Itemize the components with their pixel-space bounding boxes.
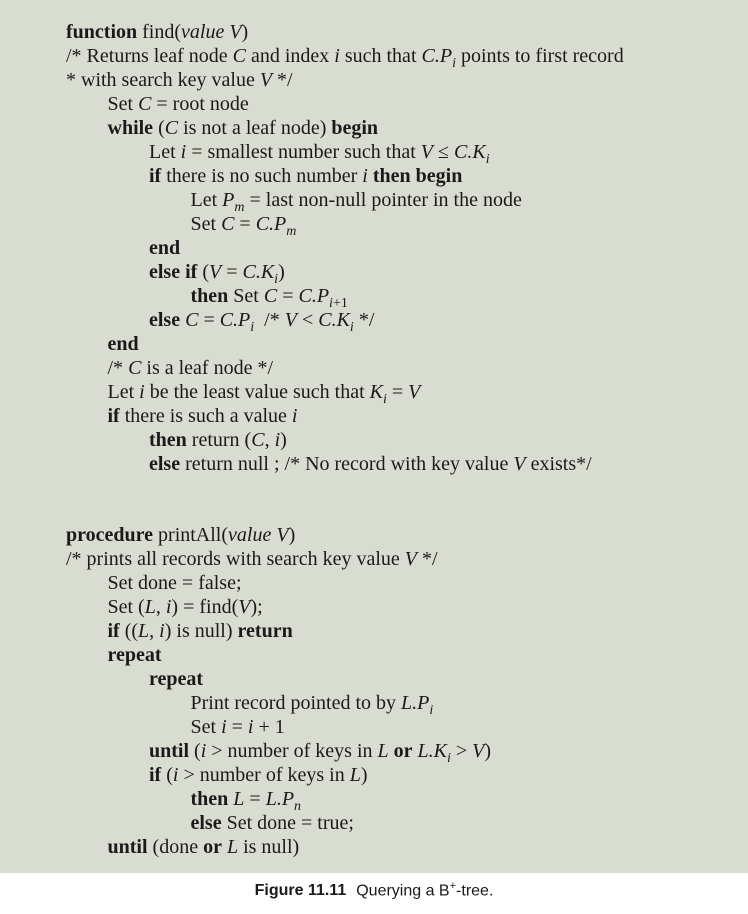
find-line <box>107 380 421 407</box>
find-line <box>190 284 348 311</box>
code-token: if <box>149 764 162 786</box>
code-token: < <box>296 309 319 331</box>
code-token: while <box>107 117 154 139</box>
code-token: function <box>66 21 138 43</box>
code-token: points to first record <box>455 45 624 67</box>
code-token: L <box>226 836 239 858</box>
find-line <box>66 20 248 44</box>
code-token: L.K <box>417 740 447 762</box>
code-token: such that <box>339 45 422 67</box>
code-token: end <box>149 237 181 259</box>
code-token: ) <box>280 429 287 451</box>
code-token: is null) <box>238 836 300 858</box>
find-line <box>190 188 522 215</box>
code-token: V <box>472 740 485 762</box>
code-token: */ <box>272 69 293 91</box>
find-line <box>108 404 298 428</box>
code-token: if <box>107 405 120 427</box>
code-token: > number of keys in <box>178 764 350 786</box>
code-token: P <box>222 189 235 211</box>
code-token: if <box>149 165 162 187</box>
code-token: Let <box>107 381 140 403</box>
find-line <box>149 140 490 167</box>
code-token: + 1 <box>253 716 285 738</box>
code-token: ( <box>189 740 201 762</box>
code-token: , <box>155 596 166 618</box>
figure-caption <box>0 880 748 900</box>
code-token: Set <box>190 716 222 738</box>
code-token: i <box>274 429 281 451</box>
code-token: C.K <box>454 141 486 163</box>
code-token: Print record pointed to by <box>190 692 402 714</box>
code-token: i <box>221 716 227 738</box>
code-token: C <box>232 45 246 67</box>
code-token: +1 <box>332 296 348 311</box>
code-token: = root node <box>151 93 249 115</box>
code-token: i <box>382 392 387 407</box>
find-line <box>149 236 180 260</box>
code-token: Set <box>228 285 264 307</box>
code-token: C <box>164 117 179 139</box>
code-token: ≤ <box>433 141 454 163</box>
code-token: C <box>128 357 142 379</box>
code-token: return <box>237 620 293 642</box>
code-token: else <box>149 309 181 331</box>
code-token: V <box>420 141 434 163</box>
printall-line <box>190 787 302 814</box>
printall-line <box>108 595 263 619</box>
code-token: ( <box>161 764 173 786</box>
code-token: = <box>386 381 409 403</box>
find-line <box>149 260 285 287</box>
code-token: return null ; /* No record with key value <box>180 453 514 475</box>
printall-line <box>108 835 300 859</box>
code-token: ) = find( <box>171 596 239 618</box>
printall-line <box>191 811 354 835</box>
code-token: or <box>203 836 222 858</box>
code-token: C <box>263 285 278 307</box>
code-token: V <box>208 261 222 283</box>
code-token: i <box>274 272 279 287</box>
printall-line <box>190 691 434 718</box>
code-token: Let <box>149 141 181 163</box>
code-token: end <box>107 333 139 355</box>
code-token: i <box>165 596 172 618</box>
find-line <box>190 212 297 239</box>
find-line <box>108 356 274 380</box>
code-token: i <box>485 152 490 167</box>
caption-text-after: -tree. <box>456 882 494 900</box>
code-token: V <box>408 381 421 403</box>
code-token: /* Returns leaf node <box>66 45 233 67</box>
code-token: i <box>362 165 368 187</box>
code-token: = <box>234 213 256 235</box>
code-token: ( <box>197 261 209 283</box>
code-token: L <box>138 620 150 642</box>
find-line <box>66 68 293 92</box>
code-token: Let <box>190 189 223 211</box>
caption-superscript: + <box>449 880 457 892</box>
code-token: value V <box>228 524 289 546</box>
code-token: (done <box>147 836 204 858</box>
code-token: be the least value such that <box>144 381 370 403</box>
code-token: C.K <box>318 309 350 331</box>
code-token: m <box>286 224 297 239</box>
code-token: > number of keys in <box>206 740 378 762</box>
printall-line <box>108 643 162 667</box>
code-token: else if <box>149 261 198 283</box>
code-token: procedure <box>66 524 154 546</box>
code-token: ) <box>288 524 296 546</box>
code-token: then <box>149 429 187 451</box>
code-token: C <box>138 93 152 115</box>
code-token: repeat <box>107 644 162 666</box>
code-token: i <box>329 296 333 311</box>
caption-text-before: Querying a B <box>356 882 450 900</box>
code-token: printAll( <box>153 524 229 546</box>
printall-line <box>66 523 295 547</box>
code-token: is a leaf node */ <box>141 357 274 379</box>
code-token: i <box>180 141 187 163</box>
code-token: C <box>251 429 265 451</box>
code-token: there is such a value <box>119 405 292 427</box>
code-token: i <box>250 320 255 335</box>
code-token: = <box>221 261 243 283</box>
code-token: /* prints all records with search key value <box>66 548 405 570</box>
code-token: return ( <box>186 429 252 451</box>
find-line <box>108 116 379 140</box>
code-token: until <box>149 740 190 762</box>
code-token: C.P <box>298 285 330 307</box>
code-token: else <box>190 812 222 834</box>
figure-label: Figure 11.11 <box>254 882 347 900</box>
code-token: Set <box>190 213 222 235</box>
code-token: Set <box>107 93 139 115</box>
code-token: i <box>334 45 340 67</box>
printall-line <box>108 571 242 595</box>
code-token: ) <box>484 740 492 762</box>
code-token: C <box>221 213 235 235</box>
find-line <box>149 428 287 452</box>
code-token: value V <box>181 21 242 43</box>
code-token: V <box>513 453 526 475</box>
find-line <box>149 164 462 188</box>
code-token: ) <box>278 261 285 283</box>
code-token: C.P <box>421 45 453 67</box>
code-token: , <box>264 429 275 451</box>
code-token: i <box>159 620 165 642</box>
code-token: m <box>234 200 245 215</box>
code-token: /* <box>107 357 129 379</box>
code-token: = last non-null pointer in the node <box>244 189 522 211</box>
code-token: n <box>294 799 302 814</box>
printall-line <box>149 763 368 787</box>
find-line <box>108 332 139 356</box>
code-token: ) <box>241 21 249 43</box>
find-line <box>149 308 375 335</box>
code-token: ) <box>360 764 368 786</box>
code-token: ) is null) <box>164 620 238 642</box>
code-token: Set done = true; <box>221 812 354 834</box>
printall-line <box>191 715 285 739</box>
code-token: else <box>149 453 181 475</box>
code-token: L <box>349 764 361 786</box>
code-token: is not a leaf node) <box>178 117 332 139</box>
code-token: /* <box>254 309 285 331</box>
code-token: if <box>107 620 120 642</box>
code-token: Set ( <box>107 596 145 618</box>
code-token: (( <box>119 620 139 642</box>
code-token: V <box>284 309 297 331</box>
code-token: then <box>190 788 229 810</box>
code-token: V <box>238 596 251 618</box>
code-token: and index <box>245 45 335 67</box>
code-token: i <box>429 703 434 718</box>
code-token: i <box>200 740 207 762</box>
code-token: L <box>144 596 156 618</box>
code-token: L <box>377 740 389 762</box>
code-token: Set done = false; <box>107 572 242 594</box>
code-token: = <box>226 716 248 738</box>
code-token: */ <box>353 309 375 331</box>
printall-line <box>149 667 203 691</box>
code-token: until <box>107 836 148 858</box>
printall-line <box>66 547 438 571</box>
code-token: then begin <box>372 165 463 187</box>
code-token: > <box>450 740 473 762</box>
code-token: C.K <box>242 261 275 283</box>
code-token: i <box>452 56 456 71</box>
code-token: = <box>277 285 299 307</box>
code-token: */ <box>417 548 438 570</box>
code-token: = smallest number such that <box>186 141 421 163</box>
find-line <box>149 452 592 476</box>
code-token: L.P <box>265 788 295 810</box>
code-token: i <box>172 764 179 786</box>
code-token: then <box>190 285 229 307</box>
code-token: find( <box>137 21 182 43</box>
printall-line <box>149 739 492 766</box>
code-token: i <box>139 381 145 403</box>
code-token: repeat <box>149 668 204 690</box>
code-token: ( <box>153 117 165 139</box>
code-token: L.P <box>401 692 430 714</box>
code-token: V <box>404 548 417 570</box>
code-token: or <box>393 740 413 762</box>
printall-line <box>108 619 293 643</box>
code-token: there is no such number <box>161 165 363 187</box>
code-token: , <box>149 620 160 642</box>
code-token: i <box>291 405 298 427</box>
code-token: C <box>185 309 199 331</box>
code-token: exists*/ <box>525 453 592 475</box>
code-token: i <box>247 716 254 738</box>
code-token: * with search key value <box>66 69 260 91</box>
code-token: i <box>349 320 354 335</box>
code-token: = <box>244 788 266 810</box>
code-token: K <box>369 381 383 403</box>
code-token: = <box>198 309 220 331</box>
code-token: i <box>447 751 451 766</box>
code-token: begin <box>331 117 379 139</box>
find-line <box>66 44 624 71</box>
code-token: V <box>259 69 273 91</box>
code-token: C.P <box>219 309 251 331</box>
code-token: L <box>233 788 245 810</box>
code-token: C.P <box>255 213 287 235</box>
code-token: ); <box>250 596 263 618</box>
find-line <box>108 92 249 116</box>
